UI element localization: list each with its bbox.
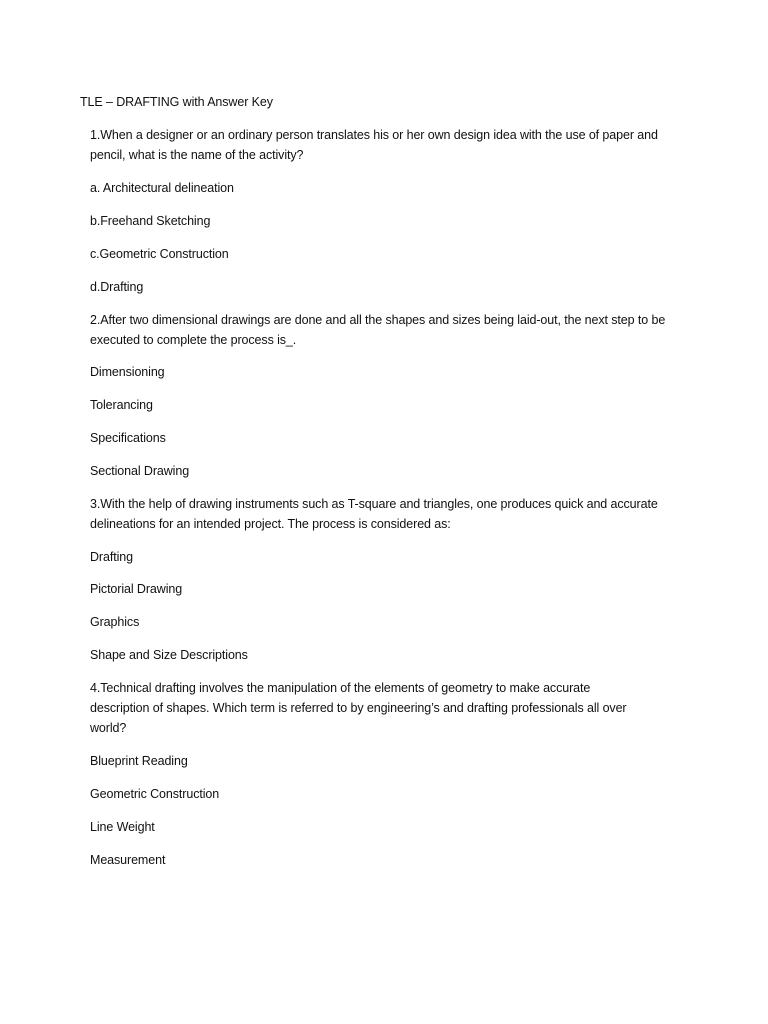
q3-option-4: Shape and Size Descriptions xyxy=(90,648,248,662)
q4-option-2: Geometric Construction xyxy=(90,787,220,801)
q3-option-2: Pictorial Drawing xyxy=(90,582,183,596)
q1-option-a: a. Architectural delineation xyxy=(90,181,234,195)
q1-option-b: b.Freehand Sketching xyxy=(90,214,211,228)
question-2: 2.After two dimensional drawings are done and all the shapes and sizes being laid-out, the next step to be executed to complete the process is_. xyxy=(90,313,666,347)
q2-option-3: Specifications xyxy=(90,431,166,445)
q3-option-1: Drafting xyxy=(90,550,133,564)
q4-option-1: Blueprint Reading xyxy=(90,754,188,768)
q3-option-3: Graphics xyxy=(90,615,140,629)
q4-option-4: Measurement xyxy=(90,853,166,867)
q4-option-3: Line Weight xyxy=(90,820,155,834)
q1-option-c: c.Geometric Construction xyxy=(90,247,229,261)
q2-option-4: Sectional Drawing xyxy=(90,464,190,478)
document-title: TLE – DRAFTING with Answer Key xyxy=(80,95,273,109)
question-3: 3.With the help of drawing instruments such as T-square and triangles, one produces quick and accurate delineations for an intended project. The process is considered as: xyxy=(90,497,658,531)
question-4: 4.Technical drafting involves the manipulation of the elements of geometry to make accurate description of shapes. Which term is referred to by engineering’s and drafting professionals all over world? xyxy=(90,681,627,735)
q2-option-2: Tolerancing xyxy=(90,398,153,412)
question-1: 1.When a designer or an ordinary person translates his or her own design idea with the use of paper and pencil, what is the name of the activity? xyxy=(90,128,658,162)
q1-option-d: d.Drafting xyxy=(90,280,144,294)
q2-option-1: Dimensioning xyxy=(90,365,165,379)
